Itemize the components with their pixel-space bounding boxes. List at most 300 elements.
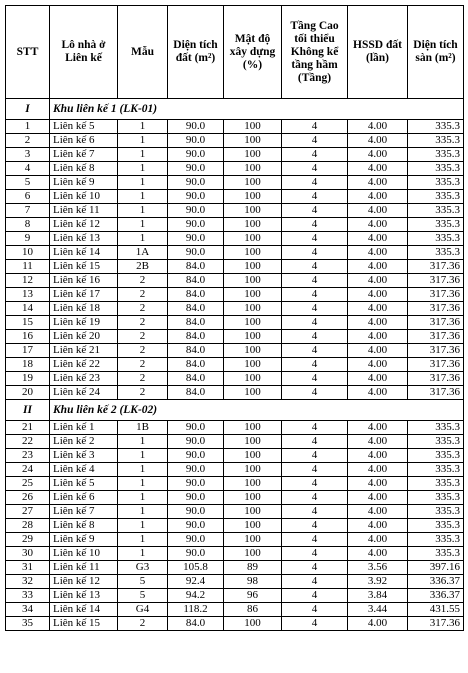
cell-density: 100 [224,491,282,505]
cell-lot: Liên kế 11 [50,561,118,575]
cell-density: 100 [224,302,282,316]
cell-density: 100 [224,190,282,204]
cell-density: 100 [224,421,282,435]
cell-density: 100 [224,505,282,519]
cell-density: 100 [224,232,282,246]
cell-land-use-ratio: 4.00 [348,449,408,463]
cell-stt: 33 [6,589,50,603]
cell-stt: 8 [6,218,50,232]
cell-floors: 4 [282,120,348,134]
land-use-table [5,5,464,631]
table-row [6,617,464,631]
cell-lot: Liên kế 12 [50,575,118,589]
cell-density: 100 [224,344,282,358]
table-row [6,603,464,617]
table-row [6,561,464,575]
cell-land-area: 90.0 [168,176,224,190]
cell-model: 2B [118,260,168,274]
table-row [6,134,464,148]
cell-stt: 2 [6,134,50,148]
cell-lot: Liên kế 2 [50,435,118,449]
cell-land-use-ratio: 3.92 [348,575,408,589]
cell-floors: 4 [282,386,348,400]
cell-stt: 13 [6,288,50,302]
cell-land-area: 90.0 [168,204,224,218]
cell-lot: Liên kế 14 [50,603,118,617]
cell-land-area: 90.0 [168,190,224,204]
cell-floor-area: 335.3 [408,435,464,449]
cell-floor-area: 335.3 [408,120,464,134]
cell-lot: Liên kế 5 [50,477,118,491]
cell-model: 1 [118,477,168,491]
table-row [6,190,464,204]
cell-land-use-ratio: 4.00 [348,491,408,505]
cell-land-use-ratio: 4.00 [348,386,408,400]
cell-land-use-ratio: 4.00 [348,274,408,288]
cell-floor-area: 335.3 [408,449,464,463]
cell-model: 1 [118,190,168,204]
header-lot: Lô nhà ở Liên kế [50,6,118,99]
section-row [6,400,464,421]
cell-model: 1 [118,533,168,547]
cell-lot: Liên kế 22 [50,358,118,372]
cell-land-use-ratio: 4.00 [348,246,408,260]
cell-density: 89 [224,561,282,575]
cell-floors: 4 [282,134,348,148]
cell-lot: Liên kế 18 [50,302,118,316]
cell-land-use-ratio: 4.00 [348,288,408,302]
cell-lot: Liên kế 23 [50,372,118,386]
cell-stt: 20 [6,386,50,400]
cell-lot: Liên kế 24 [50,386,118,400]
cell-lot: Liên kế 9 [50,176,118,190]
cell-stt: 4 [6,162,50,176]
cell-floor-area: 335.3 [408,477,464,491]
cell-density: 100 [224,218,282,232]
cell-stt: 3 [6,148,50,162]
cell-model: 1 [118,162,168,176]
cell-land-area: 90.0 [168,547,224,561]
cell-land-use-ratio: 4.00 [348,204,408,218]
section-title: Khu liên kế 2 (LK-02) [50,400,464,421]
cell-density: 100 [224,330,282,344]
table-row [6,449,464,463]
cell-stt: 28 [6,519,50,533]
cell-floors: 4 [282,533,348,547]
cell-land-use-ratio: 4.00 [348,617,408,631]
cell-lot: Liên kế 8 [50,162,118,176]
cell-lot: Liên kế 1 [50,421,118,435]
cell-model: 1 [118,232,168,246]
cell-floor-area: 317.36 [408,372,464,386]
cell-land-use-ratio: 4.00 [348,358,408,372]
cell-floors: 4 [282,288,348,302]
cell-stt: 10 [6,246,50,260]
cell-stt: 1 [6,120,50,134]
table-row [6,435,464,449]
cell-floor-area: 317.36 [408,344,464,358]
cell-land-area: 84.0 [168,274,224,288]
cell-land-area: 90.0 [168,246,224,260]
header-density: Mật độ xây dựng (%) [224,6,282,99]
cell-stt: 11 [6,260,50,274]
cell-density: 100 [224,260,282,274]
cell-floor-area: 335.3 [408,204,464,218]
table-row [6,162,464,176]
cell-land-area: 90.0 [168,449,224,463]
cell-stt: 19 [6,372,50,386]
cell-density: 100 [224,386,282,400]
cell-land-area: 90.0 [168,218,224,232]
cell-model: 2 [118,302,168,316]
cell-lot: Liên kế 8 [50,519,118,533]
cell-floors: 4 [282,232,348,246]
cell-density: 100 [224,617,282,631]
cell-stt: 25 [6,477,50,491]
table-row [6,463,464,477]
cell-model: 5 [118,589,168,603]
cell-floor-area: 335.3 [408,547,464,561]
cell-land-area: 90.0 [168,533,224,547]
cell-land-use-ratio: 4.00 [348,372,408,386]
cell-land-area: 84.0 [168,358,224,372]
table-row [6,246,464,260]
table-row [6,491,464,505]
cell-model: 1 [118,519,168,533]
cell-floors: 4 [282,204,348,218]
cell-land-use-ratio: 4.00 [348,148,408,162]
cell-density: 100 [224,274,282,288]
cell-model: 2 [118,330,168,344]
cell-model: 1B [118,421,168,435]
cell-floors: 4 [282,274,348,288]
cell-stt: 27 [6,505,50,519]
cell-land-area: 84.0 [168,260,224,274]
cell-model: 2 [118,344,168,358]
cell-stt: 26 [6,491,50,505]
cell-lot: Liên kế 7 [50,148,118,162]
cell-land-area: 84.0 [168,386,224,400]
cell-model: G4 [118,603,168,617]
table-row [6,533,464,547]
cell-land-use-ratio: 4.00 [348,232,408,246]
table-row [6,260,464,274]
cell-land-area: 90.0 [168,134,224,148]
header-land-area: Diện tích đất (m²) [168,6,224,99]
cell-floor-area: 397.16 [408,561,464,575]
table-row [6,176,464,190]
table-header-row [6,6,464,99]
cell-floors: 4 [282,463,348,477]
table-row [6,421,464,435]
cell-model: 1 [118,463,168,477]
section-number: I [6,99,50,120]
cell-land-use-ratio: 4.00 [348,162,408,176]
table-row [6,204,464,218]
header-land-use-ratio: HSSD đất (lần) [348,6,408,99]
cell-density: 100 [224,463,282,477]
table-row [6,232,464,246]
table-row [6,274,464,288]
cell-land-use-ratio: 4.00 [348,421,408,435]
cell-land-use-ratio: 4.00 [348,260,408,274]
cell-land-area: 90.0 [168,519,224,533]
cell-land-use-ratio: 4.00 [348,120,408,134]
cell-model: 1 [118,491,168,505]
table-row [6,505,464,519]
cell-floors: 4 [282,260,348,274]
cell-stt: 31 [6,561,50,575]
cell-stt: 12 [6,274,50,288]
cell-floor-area: 335.3 [408,246,464,260]
cell-lot: Liên kế 3 [50,449,118,463]
cell-land-area: 84.0 [168,617,224,631]
cell-density: 100 [224,134,282,148]
table-row [6,302,464,316]
cell-floor-area: 317.36 [408,260,464,274]
cell-floor-area: 335.3 [408,519,464,533]
cell-lot: Liên kế 6 [50,134,118,148]
header-floor-area: Diện tích sàn (m²) [408,6,464,99]
cell-density: 100 [224,176,282,190]
cell-land-use-ratio: 4.00 [348,190,408,204]
cell-floor-area: 335.3 [408,463,464,477]
cell-land-use-ratio: 4.00 [348,519,408,533]
cell-land-use-ratio: 4.00 [348,505,408,519]
cell-lot: Liên kế 5 [50,120,118,134]
cell-lot: Liên kế 4 [50,463,118,477]
header-floors: Tầng Cao tối thiểu Không kể tầng hầm (Tầng) [282,6,348,99]
cell-land-area: 90.0 [168,232,224,246]
cell-lot: Liên kế 15 [50,617,118,631]
cell-model: 1A [118,246,168,260]
cell-floors: 4 [282,589,348,603]
cell-land-area: 94.2 [168,589,224,603]
cell-land-use-ratio: 4.00 [348,302,408,316]
cell-floors: 4 [282,603,348,617]
cell-floor-area: 317.36 [408,358,464,372]
table-body [6,99,464,631]
cell-land-area: 90.0 [168,491,224,505]
cell-density: 100 [224,477,282,491]
cell-model: 1 [118,120,168,134]
cell-lot: Liên kế 9 [50,533,118,547]
cell-lot: Liên kế 7 [50,505,118,519]
cell-floors: 4 [282,148,348,162]
cell-floors: 4 [282,316,348,330]
cell-stt: 7 [6,204,50,218]
cell-floor-area: 317.36 [408,288,464,302]
cell-model: 2 [118,274,168,288]
cell-floors: 4 [282,561,348,575]
cell-density: 100 [224,449,282,463]
cell-model: 2 [118,372,168,386]
cell-density: 100 [224,162,282,176]
cell-stt: 17 [6,344,50,358]
cell-floors: 4 [282,505,348,519]
cell-floors: 4 [282,162,348,176]
cell-lot: Liên kế 16 [50,274,118,288]
cell-land-use-ratio: 4.00 [348,344,408,358]
cell-density: 100 [224,148,282,162]
cell-floor-area: 336.37 [408,589,464,603]
table-row [6,120,464,134]
cell-stt: 18 [6,358,50,372]
cell-stt: 15 [6,316,50,330]
table-row [6,344,464,358]
cell-land-use-ratio: 4.00 [348,463,408,477]
cell-stt: 6 [6,190,50,204]
cell-land-area: 90.0 [168,162,224,176]
cell-floor-area: 335.3 [408,190,464,204]
table-row [6,316,464,330]
cell-floor-area: 335.3 [408,533,464,547]
table-row [6,330,464,344]
cell-density: 100 [224,204,282,218]
cell-stt: 24 [6,463,50,477]
cell-model: 1 [118,176,168,190]
cell-lot: Liên kế 20 [50,330,118,344]
cell-land-area: 84.0 [168,302,224,316]
cell-floors: 4 [282,421,348,435]
cell-lot: Liên kế 19 [50,316,118,330]
cell-floor-area: 317.36 [408,316,464,330]
cell-floor-area: 317.36 [408,274,464,288]
section-number: II [6,400,50,421]
cell-floors: 4 [282,575,348,589]
cell-stt: 30 [6,547,50,561]
cell-floor-area: 335.3 [408,162,464,176]
table-row [6,589,464,603]
cell-floors: 4 [282,435,348,449]
cell-land-area: 84.0 [168,288,224,302]
table-row [6,477,464,491]
cell-lot: Liên kế 13 [50,589,118,603]
cell-land-area: 84.0 [168,316,224,330]
cell-floors: 4 [282,344,348,358]
cell-model: 5 [118,575,168,589]
table-row [6,547,464,561]
cell-model: 2 [118,358,168,372]
cell-floors: 4 [282,477,348,491]
cell-land-use-ratio: 4.00 [348,435,408,449]
cell-stt: 21 [6,421,50,435]
cell-floors: 4 [282,358,348,372]
cell-stt: 22 [6,435,50,449]
cell-floor-area: 335.3 [408,421,464,435]
cell-land-use-ratio: 4.00 [348,533,408,547]
cell-floors: 4 [282,491,348,505]
cell-lot: Liên kế 10 [50,190,118,204]
cell-stt: 5 [6,176,50,190]
cell-stt: 16 [6,330,50,344]
cell-model: 1 [118,218,168,232]
cell-density: 100 [224,519,282,533]
cell-land-use-ratio: 3.56 [348,561,408,575]
cell-stt: 14 [6,302,50,316]
cell-model: 1 [118,547,168,561]
cell-lot: Liên kế 12 [50,218,118,232]
table-row [6,288,464,302]
cell-density: 100 [224,547,282,561]
cell-lot: Liên kế 13 [50,232,118,246]
cell-density: 100 [224,120,282,134]
cell-land-area: 90.0 [168,505,224,519]
cell-lot: Liên kế 14 [50,246,118,260]
cell-model: 1 [118,449,168,463]
section-title: Khu liên kế 1 (LK-01) [50,99,464,120]
cell-floor-area: 335.3 [408,232,464,246]
table-row [6,358,464,372]
cell-lot: Liên kế 10 [50,547,118,561]
cell-floor-area: 335.3 [408,134,464,148]
cell-density: 98 [224,575,282,589]
cell-floors: 4 [282,372,348,386]
cell-model: 1 [118,134,168,148]
cell-land-use-ratio: 4.00 [348,316,408,330]
cell-land-area: 90.0 [168,477,224,491]
cell-density: 100 [224,533,282,547]
cell-floors: 4 [282,302,348,316]
cell-land-area: 90.0 [168,463,224,477]
cell-floor-area: 317.36 [408,330,464,344]
cell-land-use-ratio: 4.00 [348,218,408,232]
table-row [6,519,464,533]
cell-floor-area: 317.36 [408,302,464,316]
cell-stt: 34 [6,603,50,617]
cell-density: 100 [224,372,282,386]
table-row [6,372,464,386]
cell-floors: 4 [282,330,348,344]
cell-density: 96 [224,589,282,603]
cell-density: 100 [224,246,282,260]
cell-land-use-ratio: 4.00 [348,134,408,148]
cell-land-use-ratio: 4.00 [348,330,408,344]
cell-floors: 4 [282,190,348,204]
cell-land-area: 84.0 [168,344,224,358]
cell-land-use-ratio: 4.00 [348,477,408,491]
cell-lot: Liên kế 11 [50,204,118,218]
cell-floor-area: 335.3 [408,491,464,505]
table-row [6,148,464,162]
cell-land-use-ratio: 4.00 [348,547,408,561]
cell-land-area: 90.0 [168,148,224,162]
cell-model: 2 [118,617,168,631]
cell-floor-area: 335.3 [408,148,464,162]
cell-land-area: 84.0 [168,330,224,344]
cell-model: 2 [118,386,168,400]
cell-land-use-ratio: 3.84 [348,589,408,603]
cell-model: G3 [118,561,168,575]
cell-floor-area: 431.55 [408,603,464,617]
land-use-table-document [5,5,463,631]
cell-lot: Liên kế 15 [50,260,118,274]
cell-land-area: 90.0 [168,435,224,449]
cell-floor-area: 335.3 [408,505,464,519]
cell-lot: Liên kế 21 [50,344,118,358]
table-row [6,386,464,400]
cell-model: 2 [118,316,168,330]
cell-floor-area: 317.36 [408,617,464,631]
cell-density: 100 [224,358,282,372]
cell-floor-area: 317.36 [408,386,464,400]
cell-model: 1 [118,505,168,519]
cell-floor-area: 335.3 [408,218,464,232]
cell-floors: 4 [282,617,348,631]
header-stt: STT [6,6,50,99]
cell-land-area: 90.0 [168,120,224,134]
cell-floors: 4 [282,519,348,533]
